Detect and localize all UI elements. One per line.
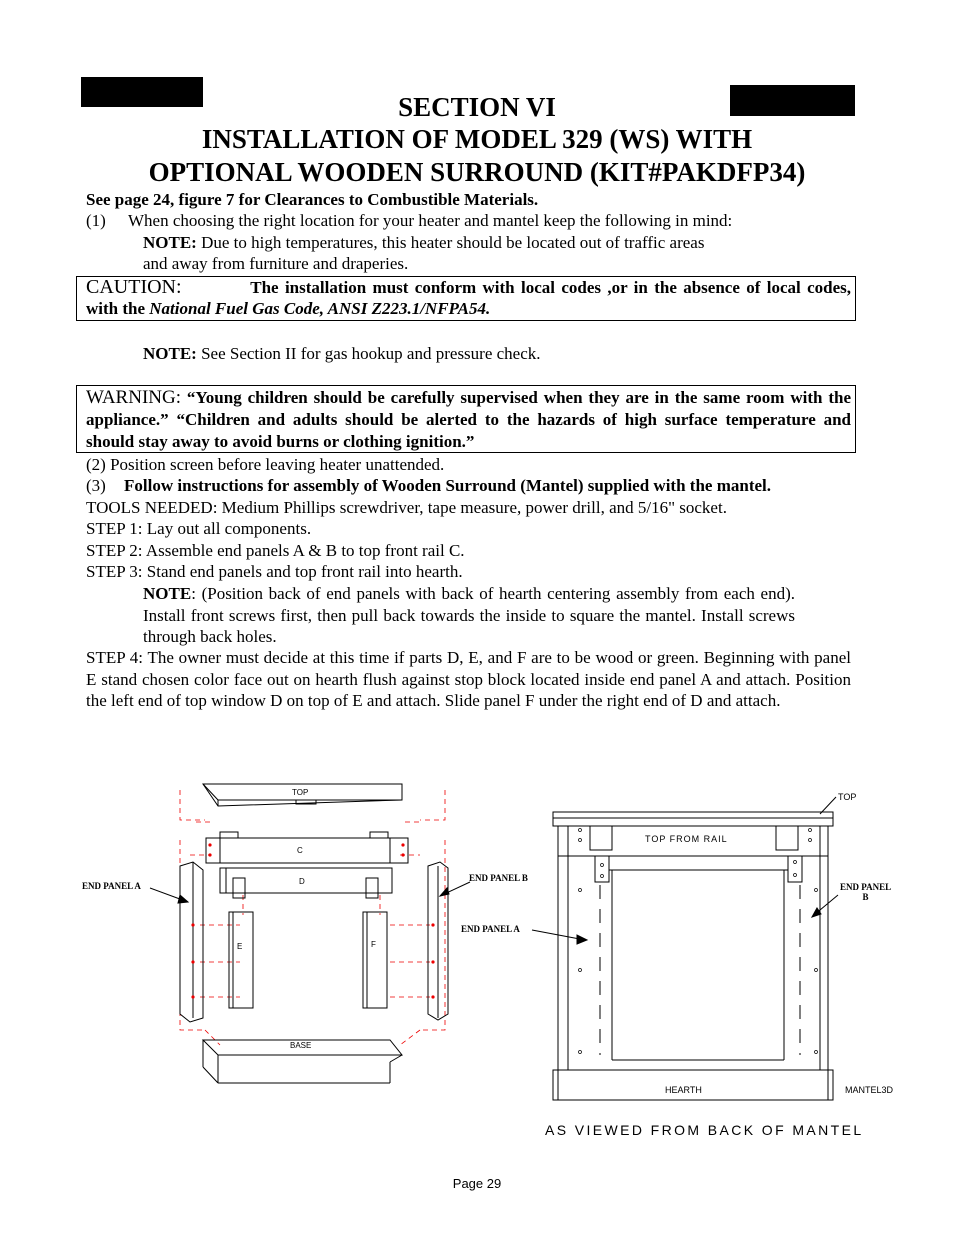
- step-2: STEP 2: Assemble end panels A & B to top front rail C.: [86, 541, 465, 560]
- caution-text: The installation must conform with local codes ,or in the absence of local codes, with the: [86, 278, 852, 318]
- note-1-line-b: and away from furniture and draperies.: [143, 254, 409, 273]
- page-number: Page 29: [452, 1176, 502, 1191]
- screw-points: [191, 843, 434, 998]
- label-e: E: [237, 942, 243, 951]
- section-heading: SECTION VI: [398, 92, 556, 122]
- label-base: BASE: [290, 1041, 312, 1050]
- label-mantel-code: MANTEL3D: [845, 1085, 894, 1095]
- label-top-front-rail: TOP FROM RAIL: [645, 834, 728, 844]
- step-1: STEP 1: Lay out all components.: [86, 519, 312, 538]
- label-d: D: [299, 877, 305, 886]
- diagram-caption: AS VIEWED FROM BACK OF MANTEL: [545, 1122, 864, 1138]
- clearance-reference: See page 24, figure 7 for Clearances to Combustible Materials.: [86, 190, 539, 209]
- page-title-line1: INSTALLATION OF MODEL 329 (WS) WITH: [201, 124, 753, 154]
- item-3-text: Follow instructions for assembly of Wooden Surround (Mantel) supplied with the mantel.: [124, 476, 772, 495]
- label-end-panel-b-right-2: B: [862, 892, 869, 902]
- item-1-text: When choosing the right location for your heater and mantel keep the following in mind:: [128, 211, 733, 230]
- note-2-text: See Section II for gas hookup and pressure check.: [201, 344, 541, 363]
- item-1-number: (1): [86, 211, 106, 230]
- step-3: STEP 3: Stand end panels and top front rail into hearth.: [86, 562, 463, 581]
- warning-text: “Young children should be carefully supervised when they are in the same room with the appliance.” “Children and adults should be alerted to the hazards of high surface temperature and should stay away to avoid burns or clothing ignition.”: [86, 388, 851, 451]
- caution-code-reference: National Fuel Gas Code, ANSI Z223.1/NFPA54.: [149, 299, 491, 318]
- caution-label: CAUTION:: [86, 276, 182, 298]
- tools-needed: TOOLS NEEDED: Medium Phillips screwdriver, tape measure, power drill, and 5/16" socket.: [86, 498, 727, 517]
- page-title-line2: OPTIONAL WOODEN SURROUND (KIT#PAKDFP34): [148, 157, 806, 187]
- label-end-panel-b-right: [840, 882, 891, 902]
- label-end-panel-b-left: END PANEL B: [469, 873, 528, 883]
- label-c: C: [297, 846, 303, 855]
- note-3-label: NOTE: [143, 584, 192, 603]
- warning-label: WARNING:: [86, 387, 181, 408]
- note-2-label: NOTE:: [143, 344, 197, 363]
- note-3-text: : (Position back of end panels with back of hearth centering assembly from each end). Install front screws first, then pull back towards the inside to square the mantel. Install screws through back holes.: [143, 584, 795, 646]
- item-3-number: (3): [86, 476, 106, 495]
- note-1-text-a: Due to high temperatures, this heater should be located out of traffic areas: [201, 233, 705, 252]
- label-end-panel-b-right-1: END PANEL: [840, 882, 892, 892]
- label-f: F: [371, 940, 376, 949]
- screw-holes: [579, 829, 818, 1054]
- label-top: TOP: [292, 788, 309, 797]
- note-1-label: NOTE:: [143, 233, 197, 252]
- red-guide-lines: [180, 790, 445, 1045]
- label-hearth: HEARTH: [665, 1085, 702, 1095]
- label-mantel-top: TOP: [838, 792, 857, 802]
- step-4: STEP 4: The owner must decide at this time if parts D, E, and F are to be wood or green. Beginning with panel E stand chosen color face out on hearth flush against stop block located inside end panel A and attach. Position the left end of top window D on top of E and attach. Slide panel F under the right end of D and attach.: [86, 648, 851, 710]
- label-end-panel-a-right: END PANEL A: [461, 924, 520, 934]
- label-end-panel-a-left: END PANEL A: [82, 881, 141, 891]
- exploded-diagram: [150, 784, 470, 1083]
- item-2: (2) Position screen before leaving heater unattended.: [86, 455, 445, 474]
